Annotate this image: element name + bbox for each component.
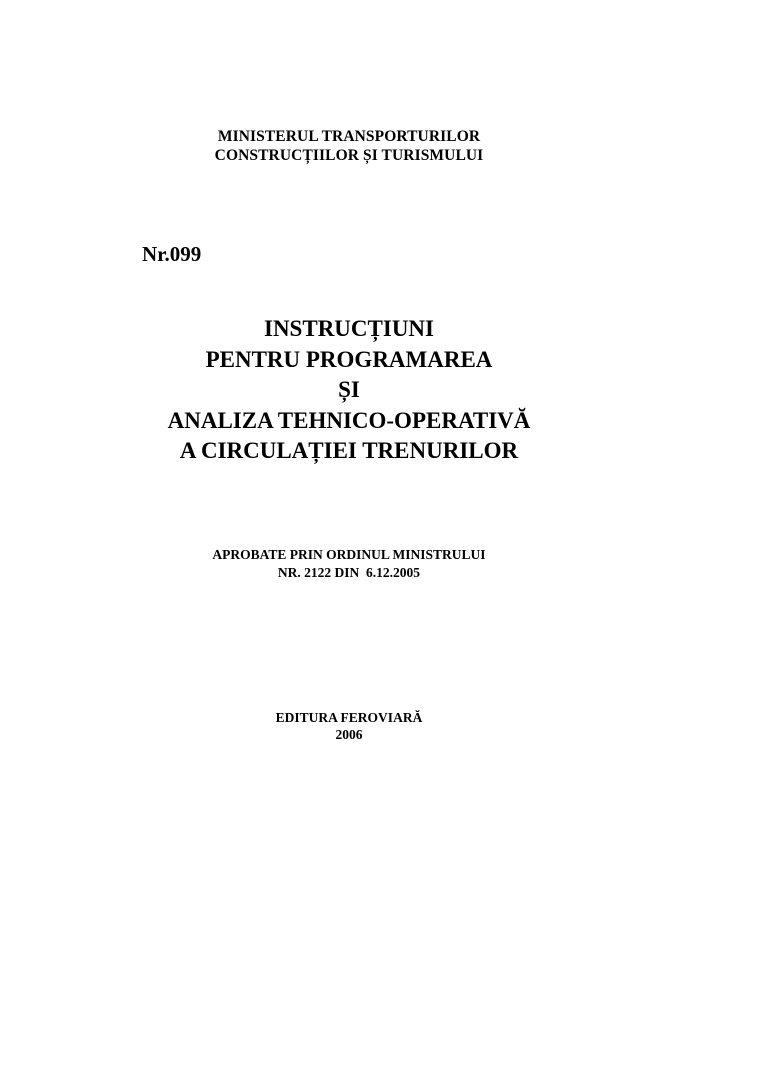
title-line-5: A CIRCULAȚIEI TRENURILOR	[179, 438, 519, 463]
publisher-block	[0, 709, 698, 743]
ministry-header	[0, 127, 698, 165]
approval-line-2: NR. 2122 DIN 6.12.2005	[277, 565, 421, 580]
ministry-line-2: CONSTRUCȚIILOR ȘI TURISMULUI	[214, 147, 484, 164]
publisher-name: EDITURA FEROVIARĂ	[275, 710, 423, 725]
ministry-line-1: MINISTERUL TRANSPORTURILOR	[217, 128, 481, 145]
document-title	[0, 314, 698, 467]
approval-note	[0, 546, 698, 582]
title-line-4: ANALIZA TEHNICO-OPERATIVĂ	[167, 407, 531, 433]
publication-year: 2006	[335, 727, 363, 742]
title-line-3: ȘI	[338, 377, 360, 402]
title-line-2: PENTRU PROGRAMAREA	[205, 346, 493, 372]
document-number: Nr.099	[142, 242, 202, 266]
approval-line-1: APROBATE PRIN ORDINUL MINISTRULUI	[212, 547, 486, 562]
title-line-1: INSTRUCȚIUNI	[264, 316, 434, 341]
